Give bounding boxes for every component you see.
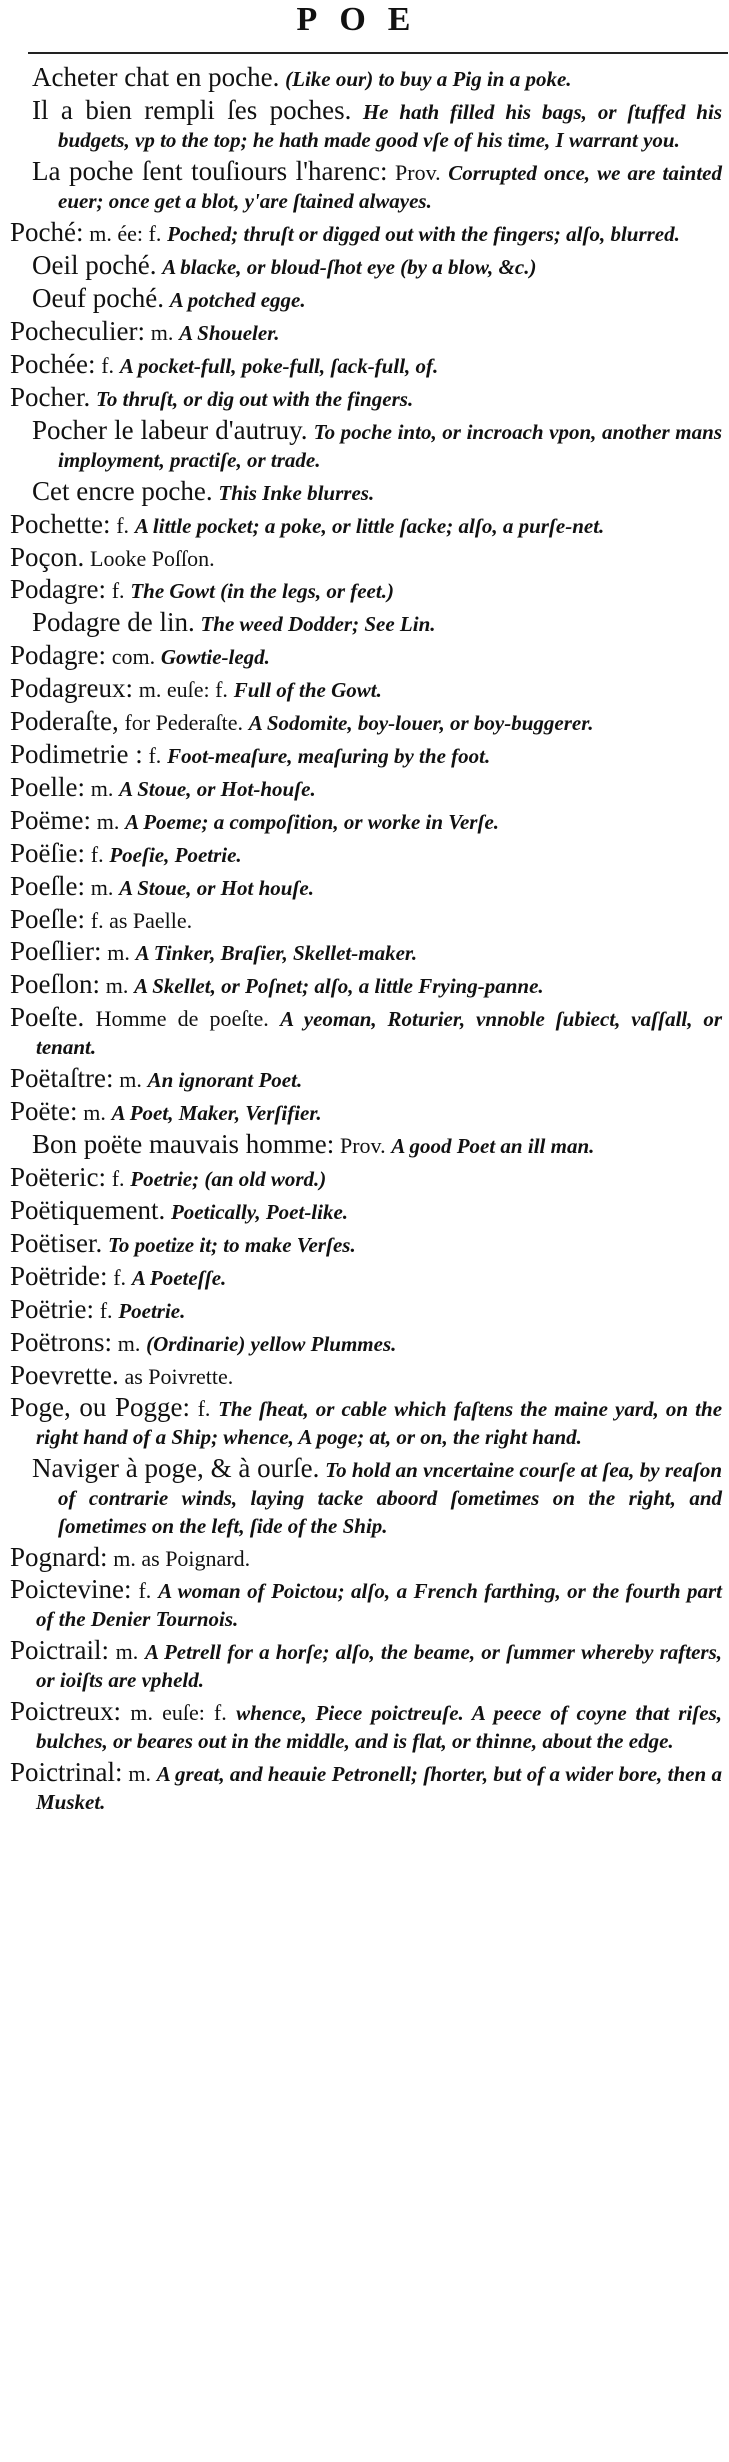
dictionary-entries: [10, 64, 722, 1820]
entry-headword: Poge, ou Pogge:: [10, 1392, 190, 1422]
dictionary-entry: [10, 873, 722, 902]
dictionary-entry: [10, 1263, 722, 1292]
entry-headword: Poëtride:: [10, 1261, 108, 1291]
entry-headword: Podagre de lin.: [32, 607, 195, 637]
entry-grammar: m.: [105, 973, 129, 998]
entry-grammar: m.: [115, 1639, 139, 1664]
sub-entry: [32, 252, 722, 281]
sub-entry: [32, 478, 722, 507]
sub-entry: [32, 1455, 722, 1540]
dictionary-entry: [10, 576, 722, 605]
entry-definition: A pocket-full, poke-full, ſack-full, of.: [119, 354, 439, 378]
entry-definition: Full of the Gowt.: [233, 678, 382, 702]
entry-headword: Poëteric:: [10, 1162, 106, 1192]
entry-headword: Poçon.: [10, 542, 85, 572]
entry-definition: Corrupted once, we are tainted euer; once get a blot, y'are ſtained alwayes.: [58, 161, 723, 213]
dictionary-entry: [10, 642, 722, 671]
entry-grammar: as Poivrette.: [124, 1364, 234, 1389]
entry-grammar: Prov.: [395, 160, 441, 185]
entry-headword: Poeſle:: [10, 871, 85, 901]
entry-headword: Podagre:: [10, 640, 106, 670]
entry-definition: A little pocket; a poke, or little ſacke; alſo, a purſe-net.: [134, 514, 605, 538]
entry-grammar: f.: [99, 1298, 113, 1323]
entry-definition: Foot-meaſure, meaſuring by the foot.: [167, 744, 491, 768]
dictionary-entry: [10, 938, 722, 967]
entry-definition: Gowtie-legd.: [160, 645, 270, 669]
entry-definition: To thruſt, or dig out with the fingers.: [96, 387, 414, 411]
entry-headword: Poëtiquement.: [10, 1195, 166, 1225]
entry-definition: A good Poet an ill man.: [391, 1134, 595, 1158]
entry-headword: Poché:: [10, 217, 84, 247]
dictionary-entry: [10, 351, 722, 380]
entry-grammar: m.: [83, 1100, 106, 1125]
entry-definition: A blacke, or bloud-ſhot eye (by a blow, &c.): [162, 255, 537, 279]
entry-headword: Pochée:: [10, 349, 96, 379]
dictionary-entry: [10, 971, 722, 1000]
entry-grammar: f.: [138, 1578, 152, 1603]
entry-definition: A potched egge.: [169, 288, 306, 312]
entry-grammar: m.: [150, 320, 174, 345]
entry-definition: Poetrie.: [118, 1299, 186, 1323]
entry-headword: Podagre:: [10, 574, 106, 604]
dictionary-entry: [10, 1164, 722, 1193]
entry-grammar: m.: [90, 875, 114, 900]
header-rule: [28, 52, 728, 54]
entry-headword: Podimetrie :: [10, 739, 143, 769]
entry-definition: (Like our) to buy a Pig in a poke.: [285, 67, 572, 91]
entry-grammar: f.: [111, 1166, 125, 1191]
entry-definition: A Tinker, Braſier, Skellet-maker.: [135, 941, 418, 965]
entry-headword: La poche ſent touſiours l'harenc:: [32, 156, 388, 186]
entry-definition: The weed Dodder; See Lin.: [200, 612, 436, 636]
entry-headword: Oeuf poché.: [32, 283, 164, 313]
entry-headword: Poëſie:: [10, 838, 85, 868]
entry-definition: A woman of Poictou; alſo, a French farthing, or the fourth part of the Denier Tournois.: [36, 1579, 722, 1631]
entry-grammar: Homme de poeſte.: [95, 1006, 269, 1031]
entry-grammar: m.: [90, 776, 114, 801]
dictionary-entry: [10, 318, 722, 347]
dictionary-entry: [10, 1329, 722, 1358]
entry-grammar: f. as Paelle.: [90, 908, 193, 933]
entry-definition: The Gowt (in the legs, or feet.): [130, 579, 394, 603]
entry-headword: Pocher le labeur d'autruy.: [32, 415, 308, 445]
dictionary-entry: [10, 1197, 722, 1226]
entry-definition: A Sodomite, boy-louer, or boy-buggerer.: [248, 711, 594, 735]
entry-grammar: m. ée: f.: [89, 221, 162, 246]
entry-definition: Poetically, Poet-like.: [170, 1200, 349, 1224]
entry-definition: A Stoue, or Hot houſe.: [119, 876, 315, 900]
dictionary-entry: [10, 1698, 722, 1755]
entry-definition: A yeoman, Roturier, vnnoble ſubiect, vaſſall, or tenant.: [36, 1007, 723, 1059]
entry-headword: Oeil poché.: [32, 250, 157, 280]
entry-definition: The ſheat, or cable which faſtens the maine yard, on the right hand of a Ship; whence, A poge; at, or on, the right hand.: [36, 1397, 723, 1449]
entry-grammar: m.: [128, 1761, 151, 1786]
dictionary-entry: [10, 741, 722, 770]
entry-grammar: m.: [119, 1067, 142, 1092]
entry-headword: Poderaſte,: [10, 706, 119, 736]
entry-definition: A Poeteſſe.: [131, 1266, 227, 1290]
entry-grammar: m. euſe: f.: [130, 1700, 227, 1725]
dictionary-entry: [10, 807, 722, 836]
entry-definition: (Ordinarie) yellow Plummes.: [146, 1332, 397, 1356]
entry-definition: A Petrell for a horſe; alſo, the beame, or ſummer whereby rafters, or ioiſts are vpheld.: [36, 1640, 723, 1692]
entry-grammar: m.: [117, 1331, 141, 1356]
entry-definition: To poche into, or incroach vpon, another mans imployment, practiſe, or trade.: [58, 420, 722, 472]
sub-entry: [32, 64, 722, 93]
dictionary-entry: [10, 774, 722, 803]
entry-definition: He hath filled his bags, or ſtuffed his budgets, vp to the top; he hath made good vſe of his time, I warrant you.: [58, 100, 722, 152]
entry-definition: To poetize it; to make Verſes.: [108, 1233, 356, 1257]
entry-headword: Pocheculier:: [10, 316, 145, 346]
dictionary-entry: [10, 1098, 722, 1127]
dictionary-entry: [10, 1296, 722, 1325]
entry-definition: A Shoueler.: [179, 321, 280, 345]
entry-grammar: m. as Poignard.: [113, 1546, 251, 1571]
entry-grammar: f.: [111, 578, 125, 603]
entry-headword: Poëtrons:: [10, 1327, 113, 1357]
dictionary-entry: [10, 1004, 722, 1061]
entry-grammar: f.: [148, 743, 162, 768]
entry-grammar: Prov.: [339, 1133, 386, 1158]
entry-headword: Poëtiser.: [10, 1228, 103, 1258]
entry-grammar: f.: [101, 353, 115, 378]
entry-headword: Poeſlier:: [10, 936, 102, 966]
sub-entry: [32, 1131, 722, 1160]
entry-headword: Naviger à poge, & à ourſe.: [32, 1453, 320, 1483]
entry-definition: A Poeme; a compoſition, or worke in Verſe.: [125, 810, 500, 834]
dictionary-entry: [10, 906, 722, 934]
running-head: POE: [296, 1, 433, 38]
entry-headword: Pognard:: [10, 1542, 108, 1572]
entry-headword: Poictevine:: [10, 1574, 132, 1604]
sub-entry: [32, 285, 722, 314]
dictionary-entry: [10, 1544, 722, 1572]
entry-headword: Pocher.: [10, 382, 91, 412]
dictionary-entry: [10, 675, 722, 704]
entry-grammar: m. euſe: f.: [138, 677, 228, 702]
entry-headword: Poelle:: [10, 772, 85, 802]
entry-headword: Podagreux:: [10, 673, 133, 703]
entry-grammar: f.: [116, 513, 130, 538]
entry-grammar: for Pederaſte.: [124, 710, 243, 735]
entry-grammar: m.: [107, 940, 130, 965]
sub-entry: [32, 97, 722, 154]
entry-definition: A Stoue, or Hot-houſe.: [119, 777, 316, 801]
dictionary-entry: [10, 544, 722, 572]
entry-grammar: m.: [96, 809, 120, 834]
dictionary-entry: [10, 1576, 722, 1633]
dictionary-entry: [10, 1065, 722, 1094]
entry-definition: This Inke blurres.: [218, 481, 375, 505]
entry-definition: A great, and heauie Petronell; ſhorter, but of a wider bore, then a Musket.: [36, 1762, 723, 1814]
entry-headword: Acheter chat en poche.: [32, 62, 280, 92]
dictionary-entry: [10, 840, 722, 869]
entry-grammar: f.: [90, 842, 104, 867]
entry-headword: Poëte:: [10, 1096, 78, 1126]
sub-entry: [32, 158, 722, 215]
dictionary-entry: [10, 1759, 722, 1816]
dictionary-entry: [10, 1362, 722, 1390]
entry-headword: Poëtaſtre:: [10, 1063, 114, 1093]
dictionary-entry: [10, 1394, 722, 1451]
entry-grammar: f.: [197, 1396, 211, 1421]
entry-definition: A Skellet, or Poſnet; alſo, a little Frying-panne.: [134, 974, 544, 998]
entry-grammar: f.: [113, 1265, 127, 1290]
dictionary-entry: [10, 1637, 722, 1694]
entry-headword: Poëme:: [10, 805, 91, 835]
entry-definition: Poetrie; (an old word.): [130, 1167, 327, 1191]
entry-headword: Il a bien rempli ſes poches.: [32, 95, 352, 125]
entry-grammar: com.: [111, 644, 156, 669]
entry-headword: Poictreux:: [10, 1696, 121, 1726]
entry-headword: Pochette:: [10, 509, 111, 539]
dictionary-entry: [10, 219, 722, 248]
entry-headword: Poëtrie:: [10, 1294, 94, 1324]
entry-definition: A Poet, Maker, Verſifier.: [111, 1101, 322, 1125]
entry-headword: Poeſte.: [10, 1002, 85, 1032]
entry-headword: Poeſle:: [10, 904, 85, 934]
entry-definition: To hold an vncertaine courſe at ſea, by reaſon of contrarie winds, laying tacke aboord ſometimes on the right, and ſometimes on the left, ſide of the Ship.: [58, 1458, 722, 1538]
entry-headword: Poictrinal:: [10, 1757, 123, 1787]
entry-definition: whence, Piece poictreuſe. A peece of coyne that riſes, bulches, or beares out in the middle, and is flat, or thinne, about the edge.: [36, 1701, 722, 1753]
sub-entry: [32, 609, 722, 638]
entry-headword: Bon poëte mauvais homme:: [32, 1129, 335, 1159]
entry-definition: An ignorant Poet.: [147, 1068, 303, 1092]
entry-headword: Poevrette.: [10, 1360, 119, 1390]
entry-headword: Poeſlon:: [10, 969, 101, 999]
entry-definition: Poched; thruſt or digged out with the fingers; alſo, blurred.: [167, 222, 680, 246]
dictionary-entry: [10, 1230, 722, 1259]
dictionary-entry: [10, 708, 722, 737]
entry-definition: Poeſie, Poetrie.: [109, 843, 242, 867]
entry-headword: Poictrail:: [10, 1635, 109, 1665]
entry-headword: Cet encre poche.: [32, 476, 213, 506]
dictionary-entry: [10, 384, 722, 413]
dictionary-entry: [10, 511, 722, 540]
sub-entry: [32, 417, 722, 474]
entry-grammar: Looke Poſſon.: [90, 546, 215, 571]
